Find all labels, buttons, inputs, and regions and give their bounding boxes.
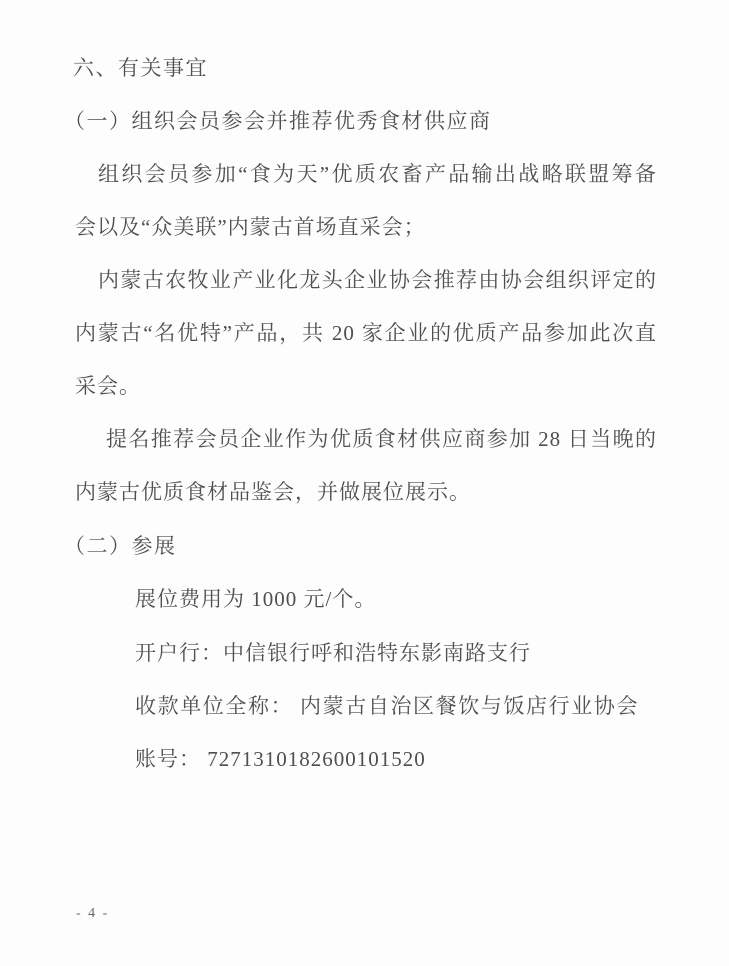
- subsection-1-heading: （一）组织会员参会并推荐优秀食材供应商: [64, 109, 492, 133]
- paragraph-1-line-1: 组织会员参加“食为天”优质农畜产品输出战略联盟筹备: [98, 162, 657, 186]
- subsection-2-heading: （二）参展: [64, 534, 177, 558]
- section-heading: 六、有关事宜: [73, 56, 208, 80]
- paragraph-3-line-2: 内蒙古优质食材品鉴会，并做展位展示。: [75, 480, 471, 504]
- paragraph-2-line-1: 内蒙古农牧业产业化龙头企业协会推荐由协会组织评定的: [98, 268, 657, 292]
- paragraph-1-line-2: 会以及“众美联”内蒙古首场直采会；: [75, 215, 426, 239]
- account-number-line: 账号： 7271310182600101520: [135, 747, 426, 771]
- paragraph-2-line-3: 采会。: [75, 374, 141, 398]
- payee-name-line: 收款单位全称： 内蒙古自治区餐饮与饭店行业协会: [135, 694, 640, 718]
- paragraph-2-line-2: 内蒙古“名优特”产品，共 20 家企业的优质产品参加此次直: [75, 321, 657, 345]
- bank-name-line: 开户行：中信银行呼和浩特东影南路支行: [135, 641, 531, 665]
- paragraph-3-line-1: 提名推荐会员企业作为优质食材供应商参加 28 日当晚的: [106, 427, 657, 451]
- page-number: - 4 -: [76, 906, 110, 921]
- booth-fee-line: 展位费用为 1000 元/个。: [135, 587, 377, 611]
